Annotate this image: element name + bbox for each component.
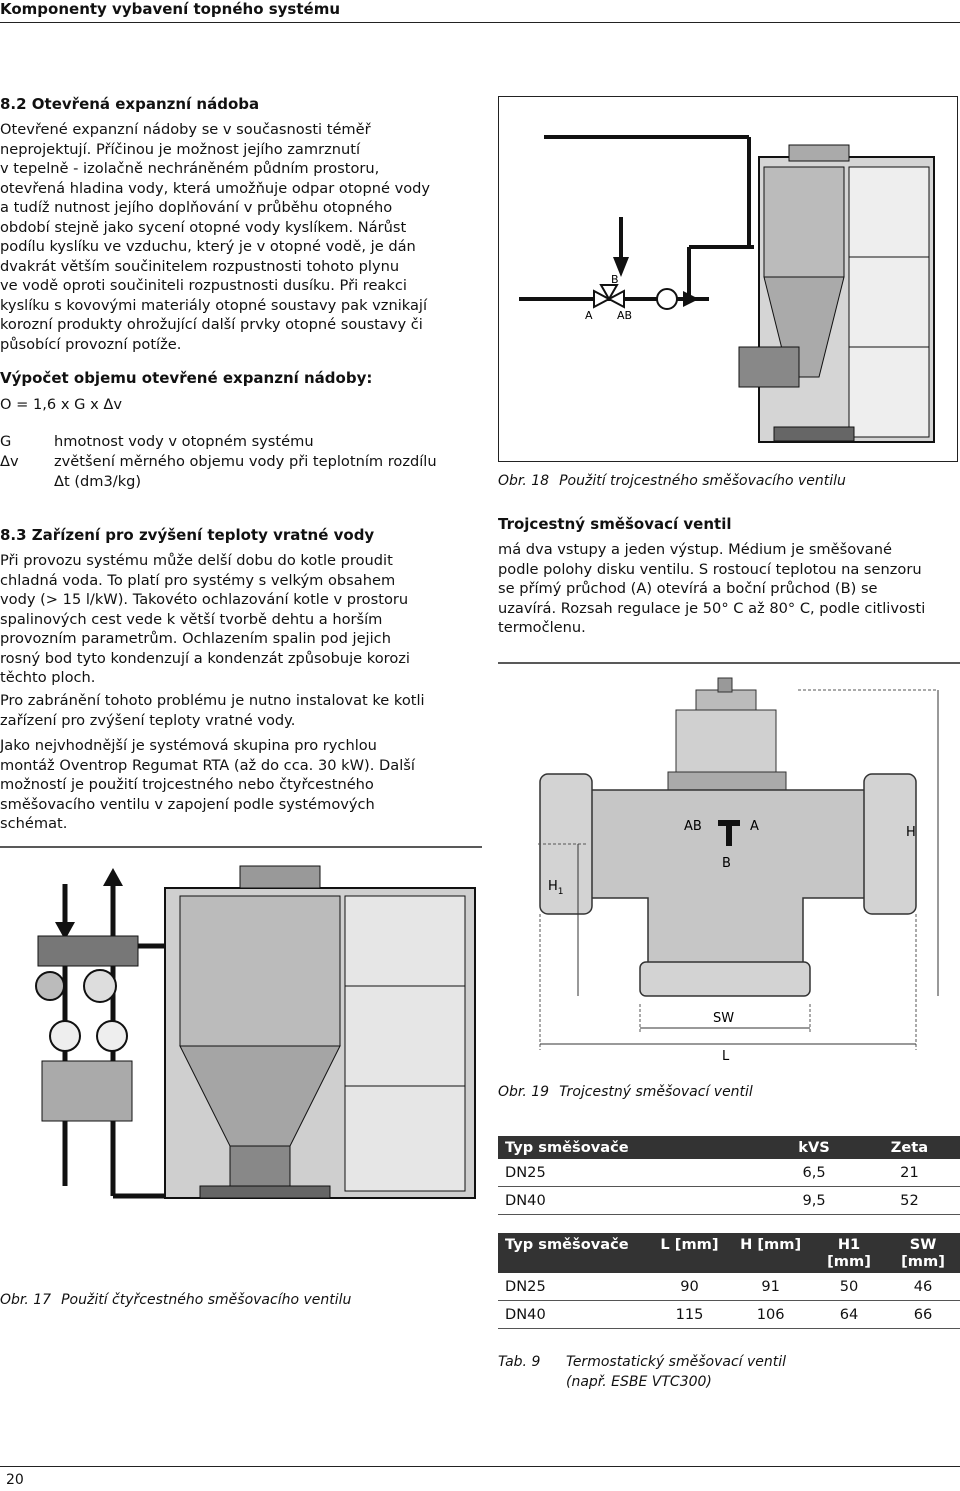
text-line: podílu kyslíku ve vzduchu, který je v otopné vodě, je dán bbox=[0, 238, 416, 255]
text-line: možností je použití trojcestného nebo čtyřcestného bbox=[0, 776, 374, 793]
mixer-dimensions-table bbox=[498, 1233, 960, 1329]
table-cell: 66 bbox=[886, 1301, 960, 1329]
figure-19-caption bbox=[498, 1084, 753, 1100]
table-cell: 106 bbox=[729, 1301, 812, 1329]
table-cell: 6,5 bbox=[769, 1159, 859, 1187]
fig18-label-ab: AB bbox=[617, 309, 633, 322]
text-line: provozním parametrům. Ochlazením spalin pod jejich bbox=[0, 630, 391, 647]
table2-header-h1: H1 [mm] bbox=[812, 1233, 886, 1273]
figure-17-illustration bbox=[0, 846, 482, 1286]
table-cell: DN25 bbox=[498, 1273, 650, 1301]
table2-header-sw: SW [mm] bbox=[886, 1233, 960, 1273]
text-line: schémat. bbox=[0, 815, 68, 832]
text-line: spalinových cest vede k větší tvorbě dehtu a horším bbox=[0, 610, 383, 628]
section-8-3-para2 bbox=[0, 691, 480, 730]
page-number: 20 bbox=[6, 1472, 24, 1488]
table-cell: DN40 bbox=[498, 1187, 769, 1215]
table-cell: 52 bbox=[859, 1187, 960, 1215]
text-line: zařízení pro zvýšení teploty vratné vody. bbox=[0, 711, 296, 729]
figure-19-illustration bbox=[498, 662, 960, 1067]
figure-17-caption bbox=[0, 1292, 351, 1308]
table-cell: DN25 bbox=[498, 1159, 769, 1187]
figure-19-caption-text: Trojcestný směšovací ventil bbox=[559, 1084, 753, 1100]
fig19-label-h1-main: H bbox=[548, 879, 558, 894]
text-line: Otevřené expanzní nádoby se v současnosti téměř bbox=[0, 121, 371, 138]
table-row bbox=[498, 1187, 960, 1215]
fig19-label-h: H bbox=[906, 825, 916, 840]
trojcestny-text bbox=[498, 540, 960, 638]
text-line: období stejně jako sycení otopné vody kyslíkem. Nárůst bbox=[0, 218, 407, 236]
table1-header-zeta: Zeta bbox=[859, 1136, 960, 1159]
table-cell: 50 bbox=[812, 1273, 886, 1301]
text-line: ve vodě oproti součiniteli rozpustnosti dusíku. Při reakci bbox=[0, 277, 407, 294]
table-cell: 115 bbox=[650, 1301, 730, 1329]
table-row bbox=[498, 1301, 960, 1329]
section-8-3-heading: 8.3 Zařízení pro zvýšení teploty vratné vody bbox=[0, 526, 375, 544]
table-row bbox=[498, 1273, 960, 1301]
text-line: termočlenu. bbox=[498, 619, 586, 636]
text-line: otevřená hladina vody, která umožňuje odpar otopné vody bbox=[0, 179, 431, 197]
figure-17-number: Obr. 17 bbox=[0, 1292, 52, 1308]
fig19-label-l: L bbox=[722, 1049, 730, 1064]
text-line: Jako nejvhodnější je systémová skupina pro rychlou bbox=[0, 737, 377, 754]
table-cell: DN40 bbox=[498, 1301, 650, 1329]
formula: O = 1,6 x G x Δv bbox=[0, 396, 122, 413]
section-8-2-heading: 8.2 Otevřená expanzní nádoba bbox=[0, 95, 260, 113]
text-line: a tudíž nutnost jejího doplňování v průběhu otopného bbox=[0, 199, 393, 216]
table-cell: 90 bbox=[650, 1273, 730, 1301]
table-cell: 21 bbox=[859, 1159, 960, 1187]
text-line: vody (> 15 l/kW). Takovéto ochlazování kotle v prostoru bbox=[0, 591, 409, 608]
text-line: podle polohy disku ventilu. S rostoucí teplotou na senzoru bbox=[498, 560, 922, 578]
figure-18-illustration bbox=[498, 96, 958, 462]
table-9-caption-line2: (např. ESBE VTC300) bbox=[566, 1374, 712, 1390]
table-cell: 46 bbox=[886, 1273, 960, 1301]
section-8-3-para3 bbox=[0, 736, 480, 834]
calc-heading: Výpočet objemu otevřené expanzní nádoby: bbox=[0, 369, 373, 387]
header-rule bbox=[0, 22, 960, 23]
table-9-number: Tab. 9 bbox=[498, 1354, 541, 1370]
text-line: chladná voda. To platí pro systémy s velkým obsahem bbox=[0, 571, 396, 589]
mixer-kvs-table bbox=[498, 1136, 960, 1215]
section-8-2-text bbox=[0, 120, 480, 354]
running-header: Komponenty vybavení topného systému bbox=[0, 0, 341, 18]
fig19-label-h1-sub: 1 bbox=[557, 887, 564, 897]
text-line: korozní produkty ohrožující další prvky otopné soustavy či bbox=[0, 316, 423, 333]
text-line: má dva vstupy a jeden výstup. Médium je směšované bbox=[498, 541, 892, 558]
text-line: působící provozní potíže. bbox=[0, 335, 182, 353]
text-line: rosný bod tyto kondenzují a kondenzát způsobuje korozi bbox=[0, 649, 410, 667]
text-line: uzavírá. Rozsah regulace je 50° C až 80° C, podle citlivosti bbox=[498, 599, 926, 617]
table2-header-l: L [mm] bbox=[650, 1233, 730, 1273]
table-cell: 91 bbox=[729, 1273, 812, 1301]
text-line: dvakrát větším součinitelem rozpustnosti tohoto plynu bbox=[0, 257, 400, 275]
table1-header-type: Typ směšovače bbox=[498, 1136, 769, 1159]
table-cell: 9,5 bbox=[769, 1187, 859, 1215]
def-g-text: hmotnost vody v otopném systému bbox=[54, 433, 314, 450]
trojcestny-heading: Trojcestný směšovací ventil bbox=[498, 515, 732, 533]
text-line: se přímý průchod (A) otevírá a boční průchod (B) se bbox=[498, 580, 878, 597]
section-8-3-para1 bbox=[0, 551, 480, 688]
fig18-label-b: B bbox=[611, 273, 619, 286]
def-dt-text: Δt (dm3/kg) bbox=[54, 473, 142, 490]
figure-18-caption-text: Použití trojcestného směšovacího ventilu bbox=[559, 473, 846, 489]
figure-18-number: Obr. 18 bbox=[498, 473, 550, 489]
def-dv-text: zvětšení měrného objemu vody při teplotním rozdílu bbox=[54, 453, 437, 470]
table-row bbox=[498, 1159, 960, 1187]
table2-header-type: Typ směšovače bbox=[498, 1233, 650, 1273]
figure-18-caption bbox=[498, 473, 846, 489]
fig19-label-a: A bbox=[750, 819, 759, 834]
footer-rule bbox=[0, 1466, 960, 1467]
def-dv-symbol: Δv bbox=[0, 453, 19, 470]
text-line: těchto ploch. bbox=[0, 669, 96, 686]
figure-19-number: Obr. 19 bbox=[498, 1084, 550, 1100]
table1-header-kvs: kVS bbox=[769, 1136, 859, 1159]
text-line: neprojektují. Příčinou je možnost jejího zamrznutí bbox=[0, 140, 361, 158]
fig18-label-a: A bbox=[585, 309, 593, 322]
text-line: v tepelně - izolačně nechráněném půdním prostoru, bbox=[0, 160, 380, 177]
text-line: montáž Oventrop Regumat RTA (až do cca. 30 kW). Další bbox=[0, 756, 415, 774]
fig19-label-b: B bbox=[722, 856, 731, 871]
text-line: směšovacího ventilu v zapojení podle systémových bbox=[0, 795, 375, 813]
fig19-label-sw: SW bbox=[713, 1011, 735, 1026]
table-9-caption-line1: Termostatický směšovací ventil bbox=[566, 1354, 787, 1370]
def-g-symbol: G bbox=[0, 433, 12, 450]
fig19-label-ab: AB bbox=[684, 819, 702, 834]
text-line: kyslíku s kovovými materiály otopné soustavy pak vznikají bbox=[0, 296, 428, 314]
text-line: Pro zabránění tohoto problému je nutno instalovat ke kotli bbox=[0, 692, 425, 709]
table2-header-h: H [mm] bbox=[729, 1233, 812, 1273]
text-line: Při provozu systému může delší dobu do kotle proudit bbox=[0, 552, 393, 569]
figure-17-caption-text: Použití čtyřcestného směšovacího ventilu bbox=[61, 1292, 352, 1308]
table-cell: 64 bbox=[812, 1301, 886, 1329]
